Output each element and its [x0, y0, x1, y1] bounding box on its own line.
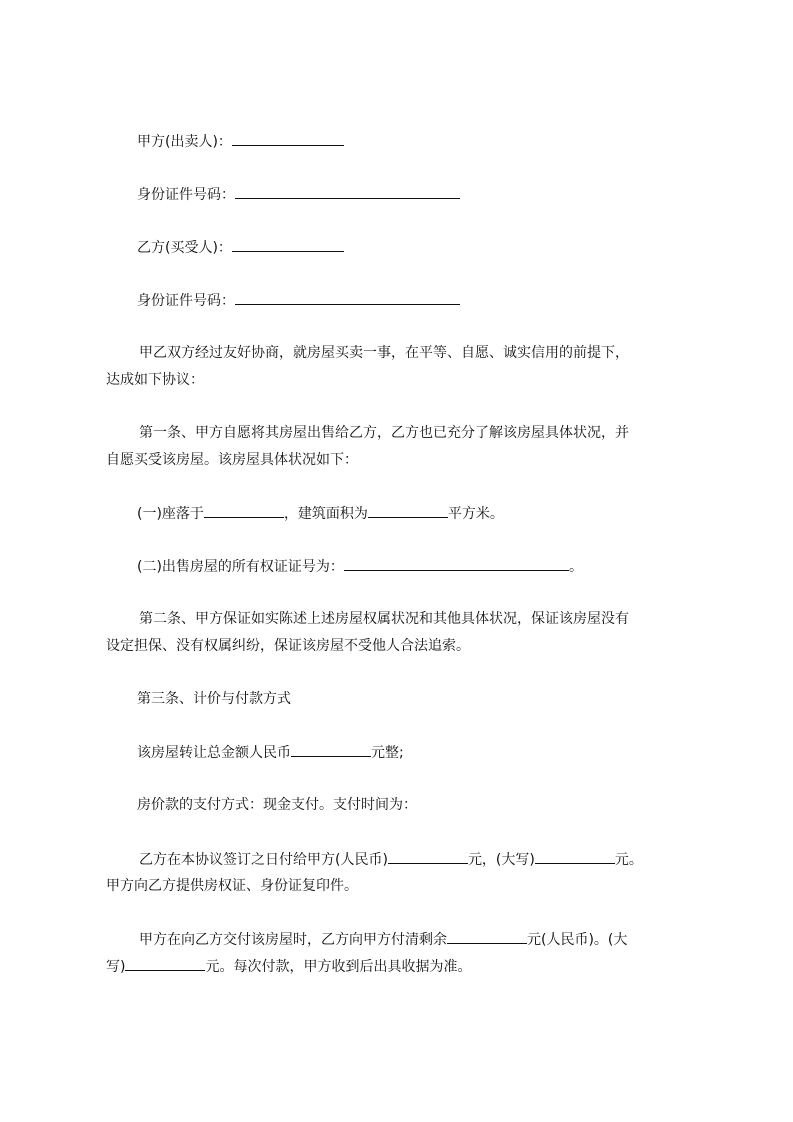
- intro-line-2: 达成如下协议：: [106, 372, 204, 388]
- item1-middle: ，建筑面积为: [283, 506, 368, 522]
- item1-prefix: (一)座落于: [137, 506, 204, 522]
- total-price-line: [137, 742, 404, 763]
- payment2-line-2: [106, 956, 471, 977]
- article1-line-1: 第一条、甲方自愿将其房屋出售给乙方，乙方也已充分了解该房屋具体状况，并: [139, 425, 629, 441]
- payment2-amount-blank[interactable]: [447, 929, 527, 944]
- article2-line-2: 设定担保、没有权属纠纷，保证该房屋不受他人合法追索。: [106, 638, 470, 654]
- party-a-id-line: [137, 184, 460, 205]
- payment1-middle: 元，(大写): [467, 852, 535, 868]
- item2-prefix: (二)出售房屋的所有权证证号为：: [137, 559, 344, 575]
- item1-suffix: 平方米。: [447, 506, 504, 522]
- party-a-name-blank[interactable]: [232, 131, 344, 146]
- payment-method: 房价款的支付方式：现金支付。支付时间为：: [137, 797, 417, 813]
- location-blank[interactable]: [204, 503, 284, 518]
- payment1-line-1: [139, 849, 643, 870]
- party-a-label: 甲方(出卖人)：: [137, 134, 232, 150]
- payment2-prefix: 甲方在向乙方交付该房屋时，乙方向甲方付清剩余: [139, 932, 447, 948]
- party-a-line: [137, 131, 344, 152]
- payment1-capital-blank[interactable]: [535, 849, 615, 864]
- party-b-id-label: 身份证件号码：: [137, 293, 235, 309]
- payment2-line2-prefix: 写): [106, 959, 126, 975]
- payment2-capital-blank[interactable]: [125, 956, 205, 971]
- item2-line: [137, 556, 583, 577]
- payment1-line-2: 甲方向乙方提供房权证、身份证复印件。: [106, 878, 358, 894]
- payment2-suffix: 元(人民币)。(大: [527, 932, 628, 948]
- intro-line-1: 甲乙双方经过友好协商，就房屋买卖一事，在平等、自愿、诚实信用的前提下，: [139, 345, 629, 361]
- payment2-line2-suffix: 元。每次付款，甲方收到后出具收据为准。: [205, 959, 472, 975]
- party-a-id-label: 身份证件号码：: [137, 187, 235, 203]
- total-price-suffix: 元整;: [371, 745, 404, 761]
- party-b-name-blank[interactable]: [232, 237, 344, 252]
- party-b-label: 乙方(买受人)：: [137, 240, 232, 256]
- article2-line-1: 第二条、甲方保证如实陈述上述房屋权属状况和其他具体状况，保证该房屋没有: [139, 611, 629, 627]
- payment1-amount-blank[interactable]: [388, 849, 468, 864]
- total-price-prefix: 该房屋转让总金额人民币: [137, 745, 291, 761]
- article1-line-2: 自愿买受该房屋。该房屋具体状况如下：: [106, 452, 358, 468]
- certificate-number-blank[interactable]: [344, 556, 569, 571]
- payment1-prefix: 乙方在本协议签订之日付给甲方(人民币): [139, 852, 388, 868]
- item1-line: [137, 503, 504, 524]
- party-b-id-blank[interactable]: [235, 290, 460, 305]
- payment2-line-1: [139, 929, 627, 950]
- item2-suffix: 。: [568, 559, 583, 575]
- party-b-id-line: [137, 290, 460, 311]
- party-a-id-blank[interactable]: [235, 184, 460, 199]
- article3-title: 第三条、计价与付款方式: [137, 691, 291, 707]
- payment1-suffix: 元。: [614, 852, 643, 868]
- party-b-line: [137, 237, 344, 258]
- total-price-blank[interactable]: [291, 742, 371, 757]
- area-blank[interactable]: [368, 503, 448, 518]
